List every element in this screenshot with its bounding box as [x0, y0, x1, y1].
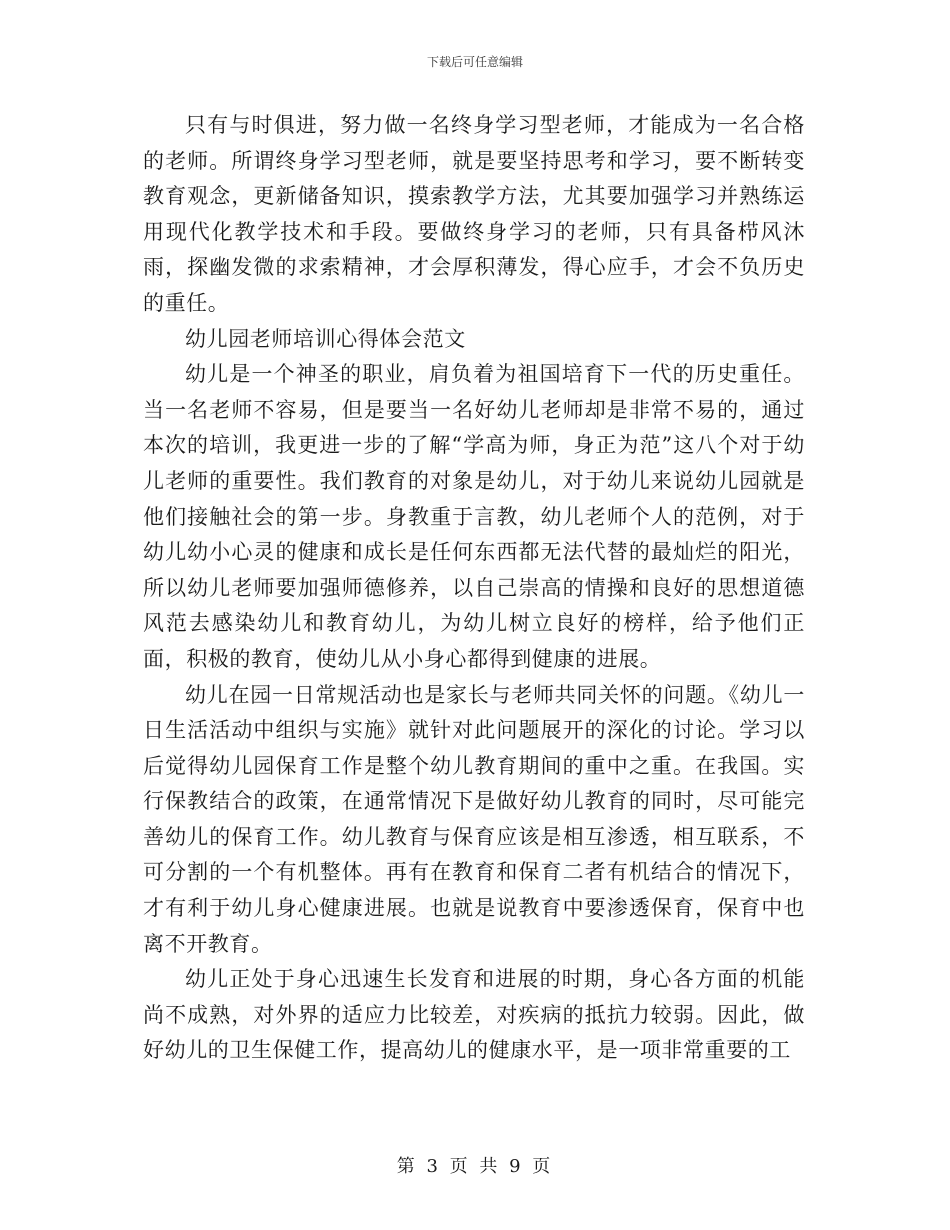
paragraph-health-care: 幼儿正处于身心迅速生长发育和进展的时期，身心各方面的机能尚不成熟，对外界的适应力比较差，对疾病的抵抗力较弱。因此，做好幼儿的卫生保健工作，提高幼儿的健康水平，是一项非常重要的工 [143, 967, 805, 1063]
page-number-footer: 第 3 页 共 9 页 [396, 1156, 554, 1177]
document-body [143, 108, 805, 1069]
paragraph-daily-activities: 幼儿在园一日常规活动也是家长与老师共同关怀的问题。《幼儿一日生活活动中组织与实施》就针对此问题展开的深化的讨论。学习以后觉得幼儿园保育工作是整个幼儿教育期间的重中之重。在我国。实行保教结合的政策，在通常情况下是做好幼儿教育的同时，尽可能完善幼儿的保育工作。幼儿教育与保育应该是相互渗透，相互联系，不可分割的一个有机整体。再有在教育和保育二者有机结合的情况下，才有利于幼儿身心健康进展。也就是说教育中要渗透保育，保育中也离不开教育。 [143, 682, 805, 956]
section-title: 幼儿园老师培训心得体会范文 [185, 326, 466, 351]
paragraph-sacred-profession: 幼儿是一个神圣的职业，肩负着为祖国培育下一代的历史重任。当一名老师不容易，但是要当一名好幼儿老师却是非常不易的，通过本次的培训，我更进一步的了解“学高为师，身正为范”这八个对于幼儿老师的重要性。我们教育的对象是幼儿，对于幼儿来说幼儿园就是他们接触社会的第一步。身教重于言教，幼儿老师个人的范例，对于幼儿幼小心灵的健康和成长是任何东西都无法代替的最灿烂的阳光，所以幼儿老师要加强师德修养，以自己崇高的情操和良好的思想道德风范去感染幼儿和教育幼儿，为幼儿树立良好的榜样，给予他们正面，积极的教育，使幼儿从小身心都得到健康的进展。 [143, 362, 805, 671]
paragraph-lifelong-learning: 只有与时俱进，努力做一名终身学习型老师，才能成为一名合格的老师。所谓终身学习型老师，就是要坚持思考和学习，要不断转变教育观念，更新储备知识，摸索教学方法，尤其要加强学习并熟练运用现代化教学技术和手段。要做终身学习的老师，只有具备栉风沐雨，探幽发微的求索精神，才会厚积薄发，得心应手，才会不负历史的重任。 [143, 113, 805, 315]
page-header: 下载后可任意编辑 [426, 55, 523, 69]
